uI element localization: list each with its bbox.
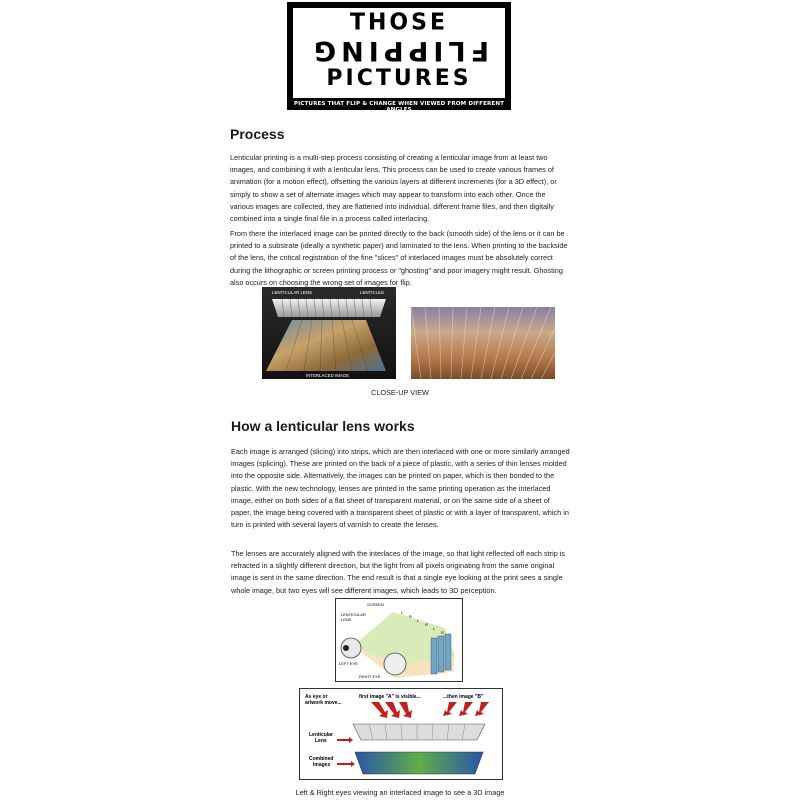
label-l-3: L: [433, 626, 436, 631]
label-lenticular: Lenticular: [309, 732, 333, 738]
lens-paragraph-2: The lenses are accurately aligned with the interlaces of the image, so that light reflected off each strip is refracted in a slightly different direction, but the light from all pixels originating from the same original image is sent in the same direction. The end result is that a single eye looking at the print sees a single whole image, but two eyes will see different images, which leads to 3D perception.: [231, 549, 566, 595]
logo-tagline: PICTURES THAT FLIP & CHANGE WHEN VIEWED FROM DIFFERENT ANGLES: [293, 101, 505, 113]
label-combined: Combined: [309, 756, 334, 762]
process-paragraph-1: Lenticular printing is a multi-step process consisting of creating a lenticular image from at least two images, and combining it with a lenticular lens. This process can be used to create various frames of animation (for a motion effect), offsetting the various layers at different increments (for a 3D effect), or simply to show a set of alternate images which may appear to transform into each other. Once the various images are collected, they are flattened into individual, different frame files, and then digitally combined into a single final file in a process called interlacing.: [230, 153, 557, 224]
label-interlaced-image: INTERLACED IMAGE: [306, 373, 350, 378]
label-r-3: R: [441, 630, 444, 635]
label-lens: Lens: [315, 738, 327, 744]
logo-panel: [293, 8, 505, 98]
lens-block: [272, 299, 386, 317]
eye-lens-diagram: [335, 598, 463, 682]
label-screen: SCREEN: [367, 602, 384, 607]
lenticular-lens-diagram: [262, 287, 396, 379]
label-lenticular: LENTICULAR: [341, 612, 366, 617]
label-l-1: L: [401, 610, 404, 615]
figure-caption-close-up: CLOSE-UP VIEW: [371, 388, 429, 397]
left-eye-pupil: [343, 645, 349, 651]
label-l-2: L: [417, 618, 420, 623]
process-paragraph-2: From there the interlaced image can be printed directly to the back (smooth side) of the lens or it can be printed to a substrate (ideally a synthetic paper) and laminated to the lens. When printing to the backside of the lens, the critical registration of the fine "slices" of interlaced images must be absolutely correct during the lithographic or screen printing process or "ghosting" and poor imagery might result. Ghosting also occurs on choosing the wrong set of images for flip.: [230, 229, 568, 287]
section-heading-process: Process: [230, 126, 285, 142]
label-r-2: R: [425, 622, 428, 627]
figure-caption-3d: Left & Right eyes viewing an interlaced image to see a 3D image: [295, 788, 505, 797]
section-heading-lens: How a lenticular lens works: [231, 418, 415, 434]
label-images: Images: [313, 762, 331, 768]
label-left-eye: LEFT EYE: [339, 661, 358, 666]
lens-layer: [353, 724, 485, 740]
label-lens: LENS: [341, 617, 352, 622]
label-first-image: first image "A" is visible...: [359, 694, 421, 700]
right-eye-ball: [384, 653, 406, 675]
label-artwork-move: artwork move...: [305, 700, 342, 706]
combined-images-layer: [355, 752, 483, 774]
brand-logo: [287, 2, 511, 113]
label-as-eye: As eye or: [305, 694, 328, 700]
logo-word-those: THOSE: [350, 9, 448, 36]
close-up-photo: [411, 307, 555, 379]
label-then-image: ...then image "B": [443, 694, 484, 700]
logo-word-flipping: FLIPPING: [308, 35, 490, 66]
label-r-1: R: [409, 614, 412, 619]
logo-word-pictures: PICTURES: [326, 66, 472, 91]
label-lenticular-lens: LENTICULAR LENS: [272, 290, 313, 295]
lens-strips: [431, 634, 451, 674]
label-lenticule: LENTICULE: [360, 290, 385, 295]
lens-paragraph-1: Each image is arranged (slicing) into strips, which are then interlaced with one or more similarly arranged images (splicing). These are printed on the back of a piece of plastic, with a series of thin lenses molded into the opposite side. Alternatively, the images can be printed on paper, which is then bonded to the plastic. With the new technology, lenses are printed in the same printing operation as the interlaced image, either on both sides of a flat sheet of transparent material, or on the same side of a sheet of paper, the image being covered with a transparent sheet of plastic or with a layer of transparent, which in turn is printed with several layers of varnish to create the lenses.: [231, 447, 570, 530]
image-flip-diagram: [299, 688, 503, 780]
label-right-eye: RIGHT EYE: [359, 674, 381, 679]
